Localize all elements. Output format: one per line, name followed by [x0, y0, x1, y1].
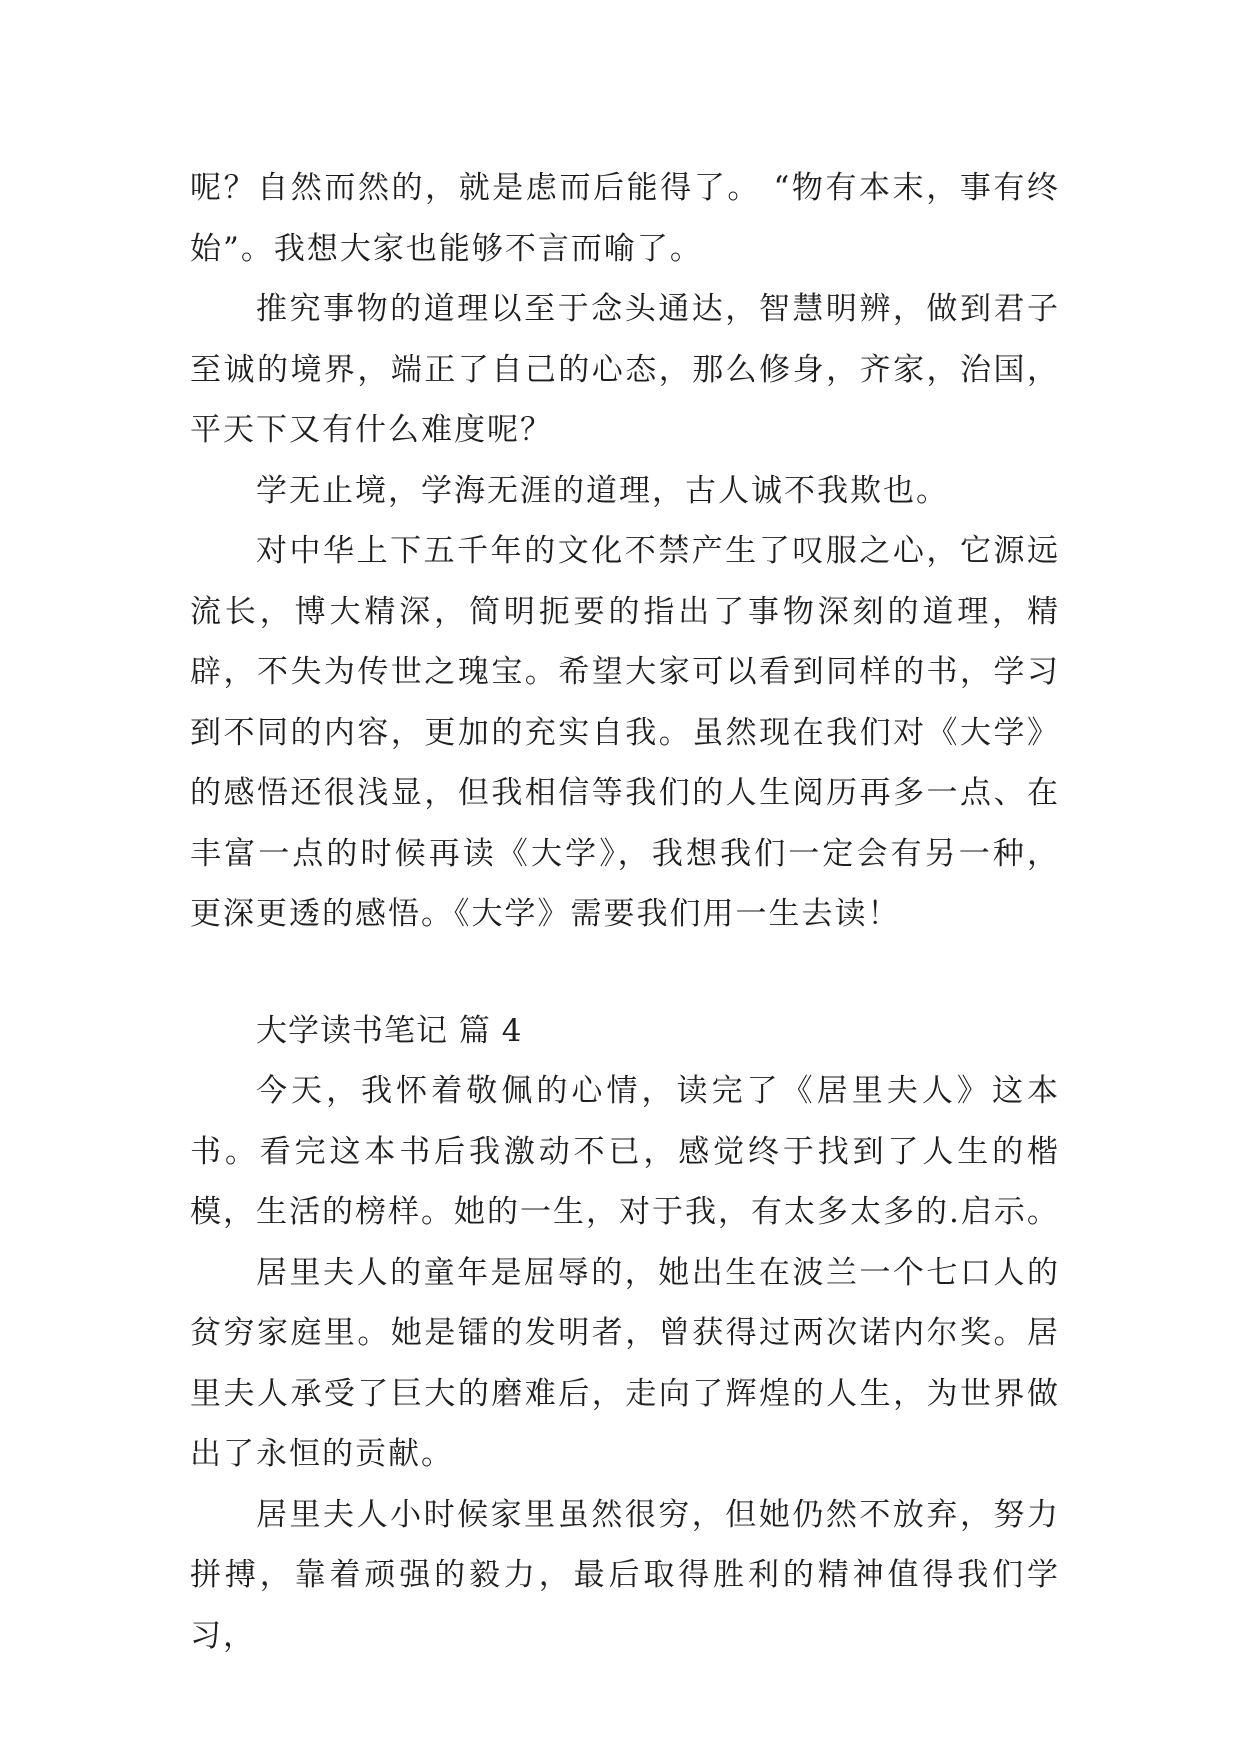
paragraph-3: 学无止境，学海无涯的道理，古人诚不我欺也。: [256, 472, 949, 509]
section-heading: 大学读书笔记 篇 4: [256, 1012, 523, 1049]
paragraph-6: 居里夫人的童年是屈辱的，她出生在波兰一个七口人的贫穷家庭里。她是镭的发明者，曾获得过两次诺内尔奖。居里夫人承受了巨大的磨难后，走向了辉煌的人生，为世界做出了永恒的贡献。: [190, 1254, 1060, 1472]
paragraph-5: 今天，我怀着敬佩的心情，读完了《居里夫人》这本书。看完这本书后我激动不已，感觉终于找到了人生的楷模，生活的榜样。她的一生，对于我，有太多太多的.启示。: [190, 1073, 1060, 1230]
document-page: [190, 158, 1060, 1666]
paragraph-2: 推究事物的道理以至于念头通达，智慧明辨，做到君子至诚的境界，端正了自己的心态，那么修身，齐家，治国，平天下又有什么难度呢？: [190, 291, 1060, 448]
paragraph-4: 对中华上下五千年的文化不禁产生了叹服之心，它源远流长，博大精深，简明扼要的指出了事物深刻的道理，精辟，不失为传世之瑰宝。希望大家可以看到同样的书，学习到不同的内容，更加的充实自我。虽然现在我们对《大学》的感悟还很浅显，但我相信等我们的人生阅历再多一点、在丰富一点的时候再读《大学》，我想我们一定会有另一种，更深更透的感悟。《大学》需要我们用一生去读！: [190, 533, 1060, 932]
paragraph-7: 居里夫人小时候家里虽然很穷，但她仍然不放弃，努力拼搏，靠着顽强的毅力，最后取得胜利的精神值得我们学习，: [190, 1496, 1060, 1654]
paragraph-1: 呢？自然而然的，就是虑而后能得了。 “物有本末，事有终始”。我想大家也能够不言而喻了。: [190, 170, 1060, 267]
